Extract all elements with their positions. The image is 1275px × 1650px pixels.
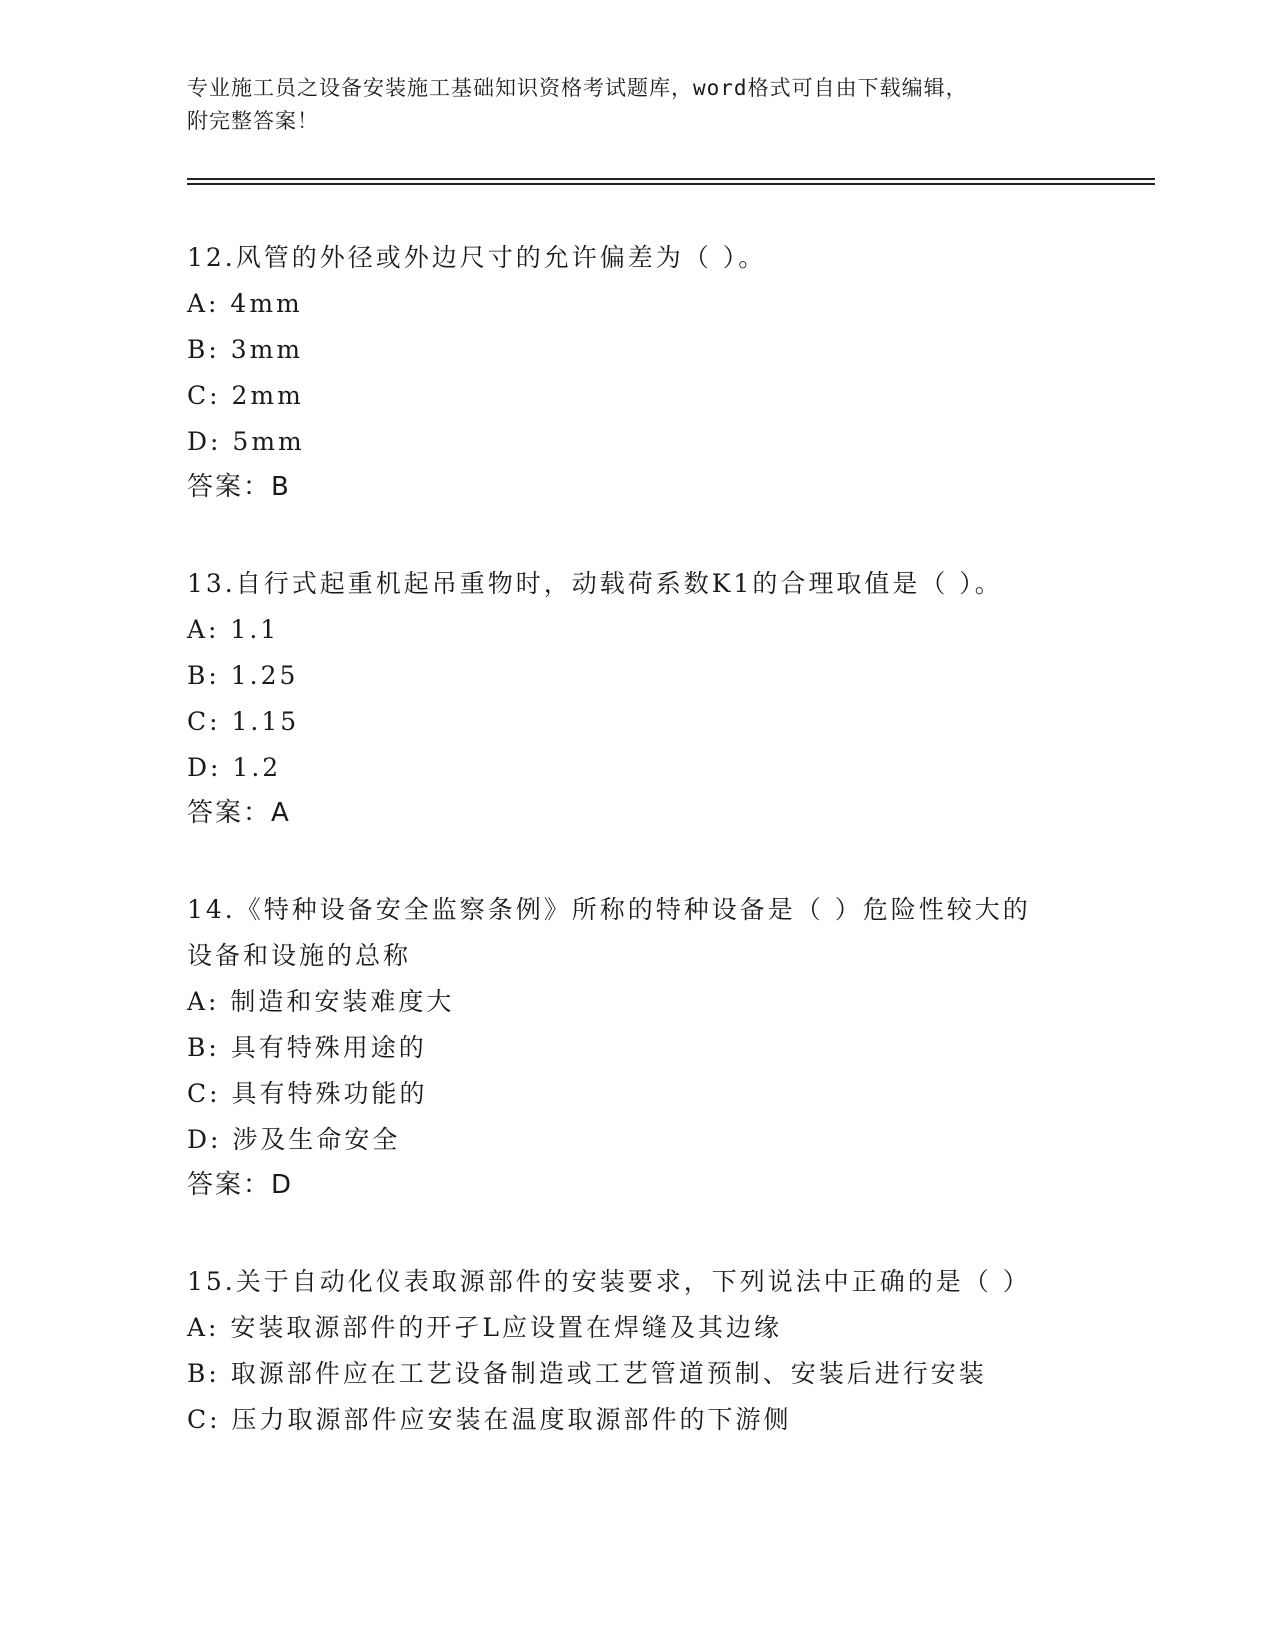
option-d: D: 涉及生命安全 <box>187 1125 401 1154</box>
header-line-1: 专业施工员之设备安装施工基础知识资格考试题库，word格式可自由下载编辑， <box>187 76 968 100</box>
header-line-2: 附完整答案！ <box>187 109 319 133</box>
option-c: C: 1.15 <box>187 707 300 736</box>
question-stem: 15.关于自动化仪表取源部件的安装要求，下列说法中正确的是（ ） <box>187 1267 1031 1296</box>
question-stem-line-2: 设备和设施的总称 <box>187 941 412 970</box>
question-stem-line-1: 14.《特种设备安全监察条例》所称的特种设备是（ ）危险性较大的 <box>187 895 1031 924</box>
question-list <box>187 235 1087 1495</box>
question-13 <box>187 561 1087 835</box>
answer: 答案：D <box>187 1170 294 1200</box>
option-c: C: 压力取源部件应安装在温度取源部件的下游侧 <box>187 1405 792 1434</box>
header-divider-top <box>187 178 1155 180</box>
option-b: B: 3mm <box>187 335 304 364</box>
option-a: A: 制造和安装难度大 <box>187 987 455 1016</box>
option-b: B: 1.25 <box>187 661 299 690</box>
option-c: C: 2mm <box>187 381 304 410</box>
option-d: D: 5mm <box>187 427 305 456</box>
option-c: C: 具有特殊功能的 <box>187 1079 428 1108</box>
answer: 答案：A <box>187 798 291 828</box>
answer: 答案：B <box>187 472 291 502</box>
option-a: A: 1.1 <box>187 615 280 644</box>
question-15 <box>187 1259 1087 1443</box>
question-12 <box>187 235 1087 509</box>
header-divider-bottom <box>187 183 1155 185</box>
question-stem: 12.风管的外径或外边尺寸的允许偏差为（ ）。 <box>187 243 767 272</box>
option-b: B: 具有特殊用途的 <box>187 1033 427 1062</box>
question-14 <box>187 887 1087 1207</box>
option-b: B: 取源部件应在工艺设备制造或工艺管道预制、安装后进行安装 <box>187 1359 987 1388</box>
option-d: D: 1.2 <box>187 753 282 782</box>
option-a: A: 安装取源部件的开孑L应设置在焊缝及其边缘 <box>187 1313 783 1342</box>
document-header <box>187 72 1087 138</box>
option-a: A: 4mm <box>187 289 303 318</box>
question-stem: 13.自行式起重机起吊重物时，动载荷系数K1的合理取值是（ ）。 <box>187 569 1003 598</box>
